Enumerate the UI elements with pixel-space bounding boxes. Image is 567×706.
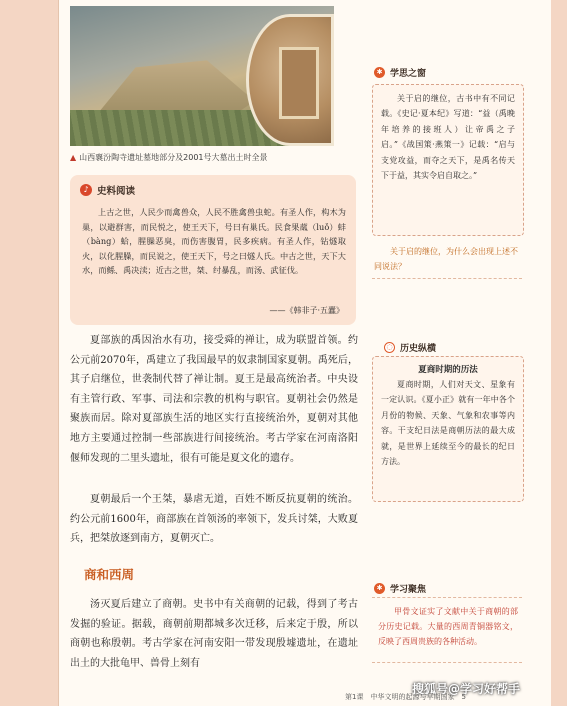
history-subtitle: 夏商时期的历法: [418, 365, 478, 375]
reading-icon: ♪: [80, 184, 92, 196]
reading-text: 上古之世，人民少而禽兽众，人民不胜禽兽虫蛇。有圣人作，构木为巢，以避群害，而民悦之，使王天下，号曰有巢氏。民食果蓏（luǒ）蚌（bàng）蛤，腥臊恶臭，而伤害腹胃，民多疾病。有圣人作，钻燧取火，以化腥臊，而民说之，使王天下，号之曰燧人氏。中古之世，天下大水，而鲧、禹决渎；近古之世，桀、纣暴乱，而汤、武征伐。: [82, 207, 346, 276]
watermark: 搜狐号@学习好帮手: [412, 682, 521, 696]
explore-title: 学习聚焦: [390, 585, 427, 595]
history-header: [384, 341, 436, 354]
reading-box: [70, 175, 356, 325]
history-title: 历史纵横: [400, 344, 437, 354]
triangle-icon: ▲: [70, 153, 77, 162]
learn-header: [374, 66, 426, 79]
photo-caption: [70, 152, 350, 163]
reading-source: ——《韩非子·五蠹》: [269, 306, 344, 315]
main-paragraph-3: 汤灭夏后建立了商朝。史书中有关商朝的记载，得到了考古发掘的验证。据载，商朝前期都城多次迁移，后来定于殷，所以商朝也称殷朝。考古学家在河南安阳一带发现殷墟遗址，在遗址出土的大批龟甲、兽骨上刻有: [70, 599, 358, 669]
photo-caption-text: 山西襄汾陶寺遗址墓地部分及2001号大墓出土时全景: [79, 153, 268, 162]
reading-title: 史料阅读: [97, 186, 136, 197]
history-icon: ◌: [384, 342, 395, 353]
explore-icon: ✱: [374, 583, 385, 594]
learn-question: 关于启的继位，为什么会出现上述不同说法？: [374, 247, 518, 271]
section-title: 商和西周: [84, 567, 135, 582]
tomb-pit: [279, 47, 319, 119]
page-footer: 第1课 中华文明的起源与早期国家 5: [345, 693, 466, 701]
tomb-inset-photo: [246, 14, 334, 146]
learn-icon: ✱: [374, 67, 385, 78]
history-box: [372, 356, 524, 502]
learn-title: 学思之窗: [390, 69, 427, 79]
explore-text: 甲骨文证实了文献中关于商朝的部分历史记载。大量的西周青铜器铭文，反映了西周贵族的各种活动。: [378, 607, 518, 646]
explore-header: [374, 582, 426, 595]
reading-header: [80, 183, 135, 197]
history-text: 夏商时期，人们对天文、星象有一定认识。《夏小正》就有一年中各个月份的物候、天象、气象和农事等内容。干支纪日法是商朝历法的最大成就，是世界上延续至今的最长的纪日方法。: [381, 380, 515, 467]
separator: [372, 278, 522, 279]
history-content: [373, 357, 523, 475]
learn-text: 关于启的继位，古书中有不同记载。《史记·夏本纪》写道：“益（禹晚年培养的接班人）让帝禹之子启。”《战国策·燕策一》记载：“启与支党攻益，而夺之天下，是禹名传天下于益，其实令启自取之。”: [381, 94, 515, 181]
main-paragraph-2: 夏朝最后一个王桀，暴虐无道，百姓不断反抗夏朝的统治。约公元前1600年，商部族在首领汤的率领下，发兵讨桀，大败夏兵，把桀放逐到南方，夏朝灭亡。: [70, 494, 358, 545]
separator: [372, 597, 522, 598]
main-paragraph-1: 夏部族的禹因治水有功，接受舜的禅让，成为联盟首领。约公元前2070年，禹建立了我国最早的奴隶制国家夏朝。禹死后，其子启继位，世袭制代替了禅让制。夏王是最高统治者。中央设有主管行政、军事、司法和宗教的机构与职官。夏朝社会仍然是聚族而居。除对夏部族生活的地区实行直接统治外，夏朝对其他地方主要通过控制一些部族进行间接统治。考古学家在河南洛阳偃师发现的二里头遗址，很有可能是夏文化的遗存。: [70, 335, 358, 464]
learn-box: [372, 84, 524, 236]
separator: [372, 662, 522, 663]
